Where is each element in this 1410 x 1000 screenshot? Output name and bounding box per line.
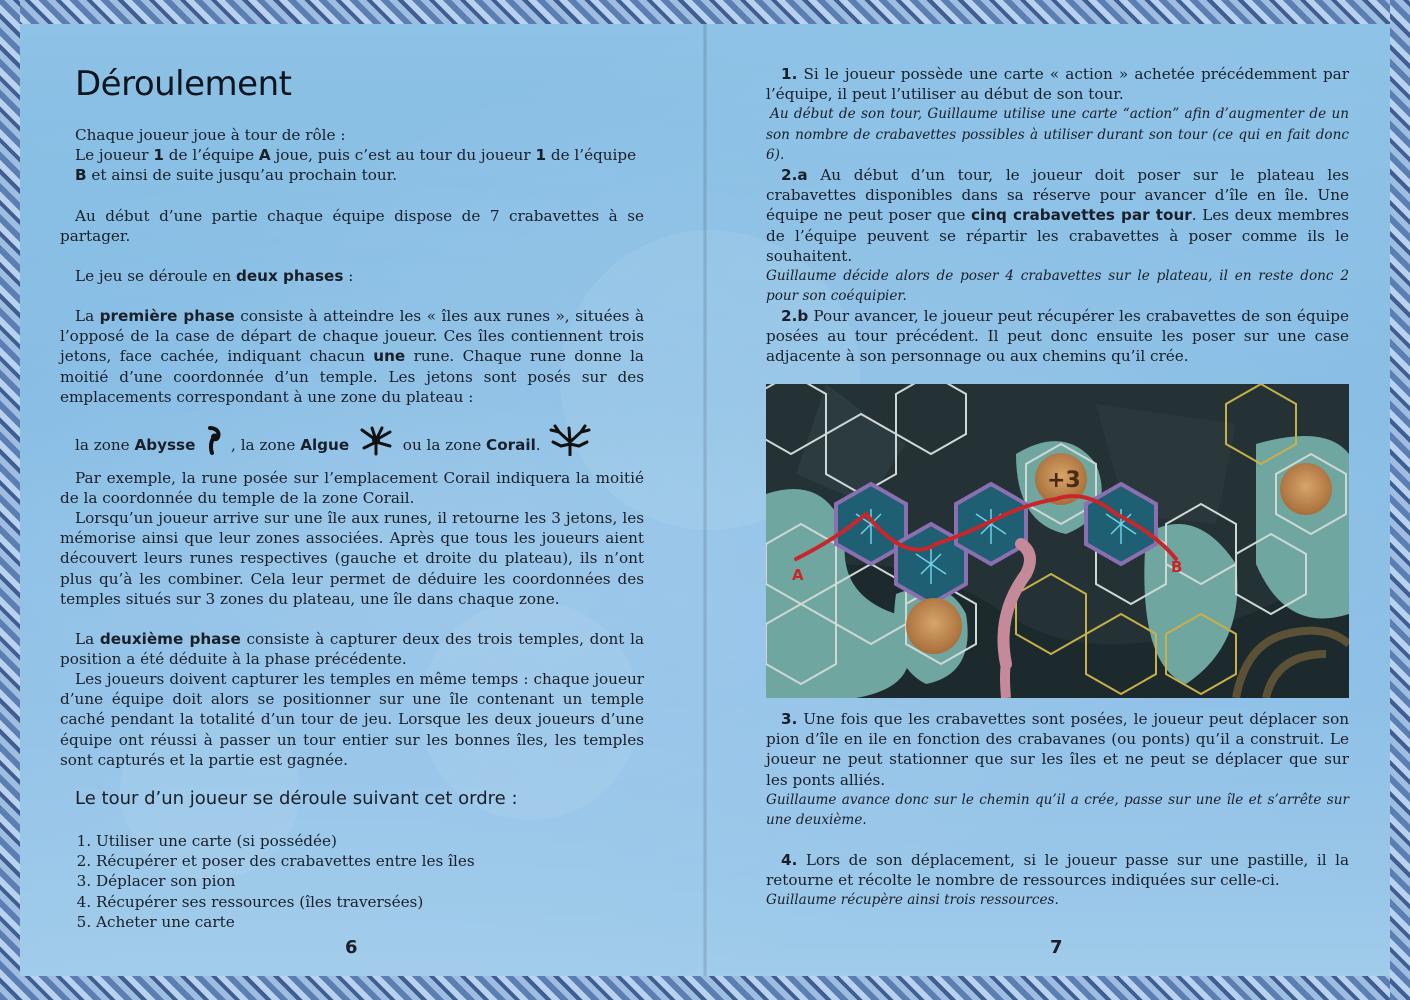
decorative-border-left (0, 0, 20, 1000)
paragraph-phases: Le jeu se déroule en deux phases : (75, 267, 354, 285)
page-title: Déroulement (75, 64, 292, 104)
list-item: 4. Récupérer ses ressources (îles traversées) (96, 892, 680, 912)
list-item: 3. Déplacer son pion (96, 871, 680, 891)
abysse-icon (202, 426, 224, 456)
step-example: Au début de son tour, Guillaume utilise une carte “action” afin d’augmenter de un son nombre de crabavettes possibles à utiliser durant son tour (ce qui en fait donc 6). (766, 106, 1349, 163)
page-number-right: 7 (1050, 937, 1063, 958)
paragraph-phase-two: La deuxième phase consiste à capturer deux des trois temples, dont la position a été déduite à la phase précédente. (60, 630, 644, 669)
paragraph-capture: Les joueurs doivent capturer les temples en même temps : chaque joueur d’une équipe doit alors se positionner sur une île contenant un temple caché pendant la totalité d’un tour de jeu. Lorsque les deux joueurs d’une équipe ont réussi à passer un tour entier sur les bonnes îles, les temples sont capturés et la partie est gagnée. (60, 670, 644, 769)
paragraph-start: Au début d’une partie chaque équipe dispose de 7 crabavettes à se partager. (60, 207, 644, 246)
list-item: 2. Récupérer et poser des crabavettes entre les îles (96, 851, 680, 871)
board-label-b: B (1171, 558, 1183, 576)
step-3 (766, 709, 1349, 830)
resource-token-label: +3 (1047, 468, 1081, 493)
algue-icon (356, 426, 396, 456)
step-text: 1. Si le joueur possède une carte « action » achetée précédemment par l’équipe, il peut l’utiliser au début de son tour. (766, 65, 1349, 104)
step-text: 2.a Au début d’un tour, le joueur doit poser sur le plateau les crabavettes disponibles dans sa réserve pour avancer d’île en île. Une équipe ne peut poser que cinq crabavettes par tour. Les deux membres de l’équipe peuvent se répartir les crabavettes à poser comme ils le souhaitent. (766, 166, 1349, 265)
turn-steps-list (60, 831, 680, 932)
step-text: 2.b Pour avancer, le joueur peut récupérer les crabavettes de son équipe posées au tour précédent. Il peut donc ensuite les poser sur une case adjacente à son personnage ou aux chemins qu’il crée. (766, 307, 1349, 366)
decorative-border-bottom (0, 976, 1410, 1000)
text-line: Le joueur 1 de l’équipe A joue, puis c’est au tour du joueur 1 de l’équipe B et ainsi de suite jusqu’au prochain tour. (75, 146, 637, 185)
list-item: 1. Utiliser une carte (si possédée) (96, 831, 680, 851)
resource-token (906, 598, 962, 654)
board-illustration (766, 384, 1349, 698)
step-2b (766, 306, 1349, 367)
paragraph-zones: la zone Abysse , la zone Algue ou la zone Corail. (60, 424, 644, 458)
paragraph-phase-one: La première phase consiste à atteindre les « îles aux runes », situées à l’opposé de la case de départ de chaque joueur. Ces îles contiennent trois jetons, face cachée, indiquant chacun une rune. Chaque rune donne la moitié d’une coordonnée d’un temple. Les jetons sont posés sur des emplacements correspondant à une zone du plateau : (60, 307, 645, 406)
hex-board (766, 384, 1349, 698)
step-example: Guillaume décide alors de poser 4 crabavettes sur le plateau, il en reste donc 2 pour son coéquipier. (766, 268, 1349, 305)
step-example: Guillaume récupère ainsi trois ressources. (766, 892, 1059, 909)
decorative-border-top (0, 0, 1410, 24)
book-spine (703, 24, 707, 976)
step-1 (766, 64, 1349, 165)
subheading-turn-order: Le tour d’un joueur se déroule suivant cet ordre : (75, 788, 518, 809)
step-2a (766, 165, 1349, 306)
board-label-a: A (792, 566, 804, 584)
step-4 (766, 850, 1349, 911)
step-example: Guillaume avance donc sur le chemin qu’il a crée, passe sur une île et s’arrête sur une deuxième. (766, 791, 1349, 829)
step-text: 3. Une fois que les crabavettes sont posées, le joueur peut déplacer son pion d’île en ile en fonction des crabavanes (ou ponts) qu’il a construit. Le joueur ne peut stationner que sur les îles et ne peut se déplacer que sur les ponts alliés. (766, 710, 1349, 789)
step-text: 4. Lors de son déplacement, si le joueur passe sur une pastille, il la retourne et récolte le nombre de ressources indiquées sur celle-ci. (766, 851, 1349, 890)
paragraph-runes: Lorsqu’un joueur arrive sur une île aux runes, il retourne les 3 jetons, les mémorise ainsi que leur zones associées. Après que tous les joueurs aient découvert leurs runes respectives (gauche et droite du plateau), ils n’ont plus qu’à les combiner. Cela leur permet de déduire les coordonnées des temples situés sur 3 zones du plateau, une île dans chaque zone. (60, 509, 644, 608)
decorative-border-right (1390, 0, 1410, 1000)
text-line: Chaque joueur joue à tour de rôle : (75, 126, 346, 144)
corail-icon (547, 424, 593, 456)
paragraph-example: Par exemple, la rune posée sur l’emplacement Corail indiquera la moitié de la coordonnée du temple de la zone Corail. (60, 469, 644, 508)
tentacle (1005, 664, 1006, 698)
list-item: 5. Acheter une carte (96, 912, 680, 932)
page-number-left: 6 (345, 937, 358, 958)
resource-token (1280, 463, 1332, 515)
paragraph-turn-order (60, 125, 644, 186)
